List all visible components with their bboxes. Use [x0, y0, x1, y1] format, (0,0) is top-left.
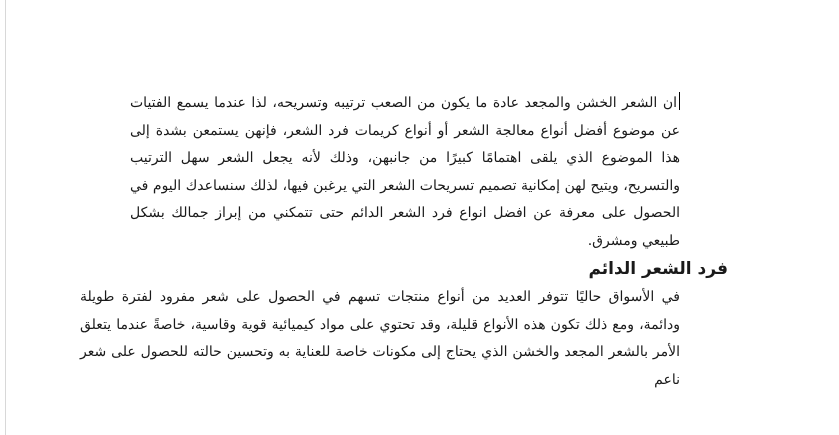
section-heading: فرد الشعر الدائم	[588, 259, 728, 279]
intro-paragraph[interactable]	[130, 90, 680, 255]
text-cursor	[679, 92, 680, 110]
second-paragraph[interactable]: في الأسواق حاليًا تتوفر العديد من أنواع منتجات تسهم في الحصول على شعر مفرود لفترة طويلة ودائمة، ومع ذلك تكون هذه الأنواع قليلة، وقد تحتوي على مواد كيميائية قوية وقاسية، خاصةً عندما يتعلق الأمر بالشعر المجعد والخشن الذي يحتاج إلى مكونات خاصة للعناية به وتحسين حالته للحصول على شعر ناعم	[80, 289, 680, 388]
page-left-edge	[0, 0, 6, 435]
document-page[interactable]	[80, 90, 728, 394]
intro-paragraph-text: ان الشعر الخشن والمجعد عادة ما يكون من الصعب ترتيبه وتسريحه، لذا عندما يسمع الفتيات عن موضوع أفضل أنواع معالجة الشعر أو أنواع كريمات فرد الشعر، فإنهن يستمعن بشدة إلى هذا الموضوع الذي يلقى اهتمامًا كبيرًا من جانبهن، وذلك لأنه يجعل الشعر سهل الترتيب والتسريح، ويتيح لهن إمكانية تصميم تسريحات الشعر التي يرغبن فيها، لذلك سنساعدك اليوم في الحصول على معرفة عن افضل انواع فرد الشعر الدائم حتى تتمكني من إبراز جمالك بشكل طبيعي ومشرق.	[130, 95, 680, 249]
